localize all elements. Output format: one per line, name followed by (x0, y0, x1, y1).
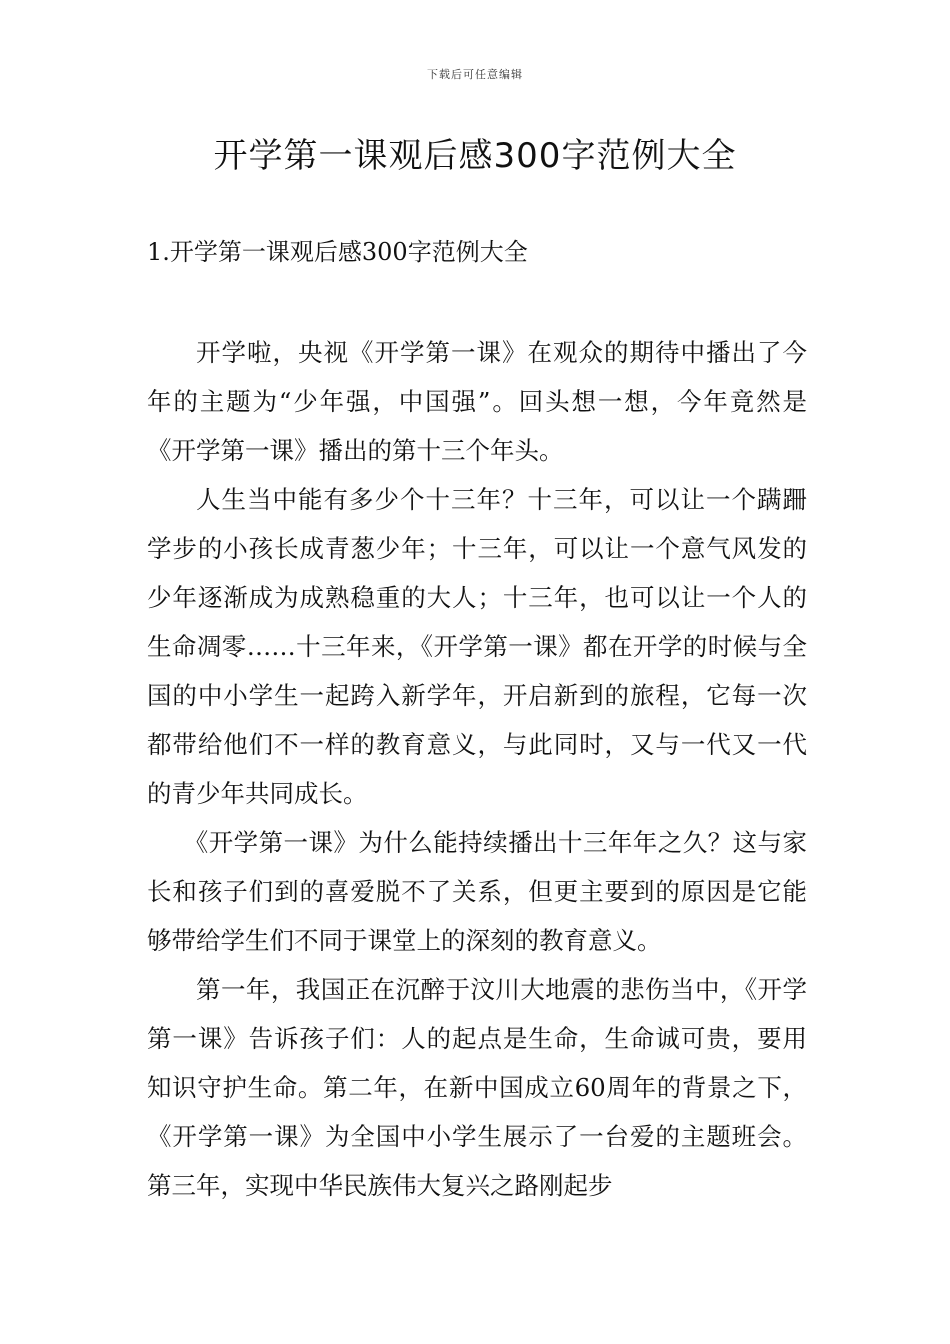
paragraph-4: 第一年，我国正在沉醉于汶川大地震的悲伤当中，《开学第一课》告诉孩子们：人的起点是生命，生命诚可贵，要用知识守护生命。第二年，在新中国成立60周年的背景之下，《开学第一课》为全国中小学生展示了一台爱的主题班会。第三年，实现中华民族伟大复兴之路刚起步 (147, 975, 807, 1200)
header-note: 下载后可任意编辑 (427, 68, 523, 81)
page-title: 开学第一课观后感300字范例大全 (213, 136, 737, 176)
paragraph-1: 开学啦，央视《开学第一课》在观众的期待中播出了今年的主题为“少年强，中国强”。回头想一想，今年竟然是《开学第一课》播出的第十三个年头。 (147, 338, 807, 465)
body-text (147, 328, 807, 1210)
paragraph-2: 人生当中能有多少个十三年？十三年，可以让一个蹒跚学步的小孩长成青葱少年；十三年，可以让一个意气风发的少年逐渐成为成熟稳重的大人；十三年，也可以让一个人的生命凋零……十三年来，《开学第一课》都在开学的时候与全国的中小学生一起跨入新学年，开启新到的旅程，它每一次都带给他们不一样的教育意义，与此同时，又与一代又一代的青少年共同成长。 (147, 485, 807, 808)
paragraph-3: 《开学第一课》为什么能持续播出十三年年之久？这与家长和孩子们到的喜爱脱不了关系，但更主要到的原因是它能够带给学生们不同于课堂上的深刻的教育意义。 (147, 828, 807, 955)
section-heading: 1.开学第一课观后感300字范例大全 (147, 238, 528, 266)
